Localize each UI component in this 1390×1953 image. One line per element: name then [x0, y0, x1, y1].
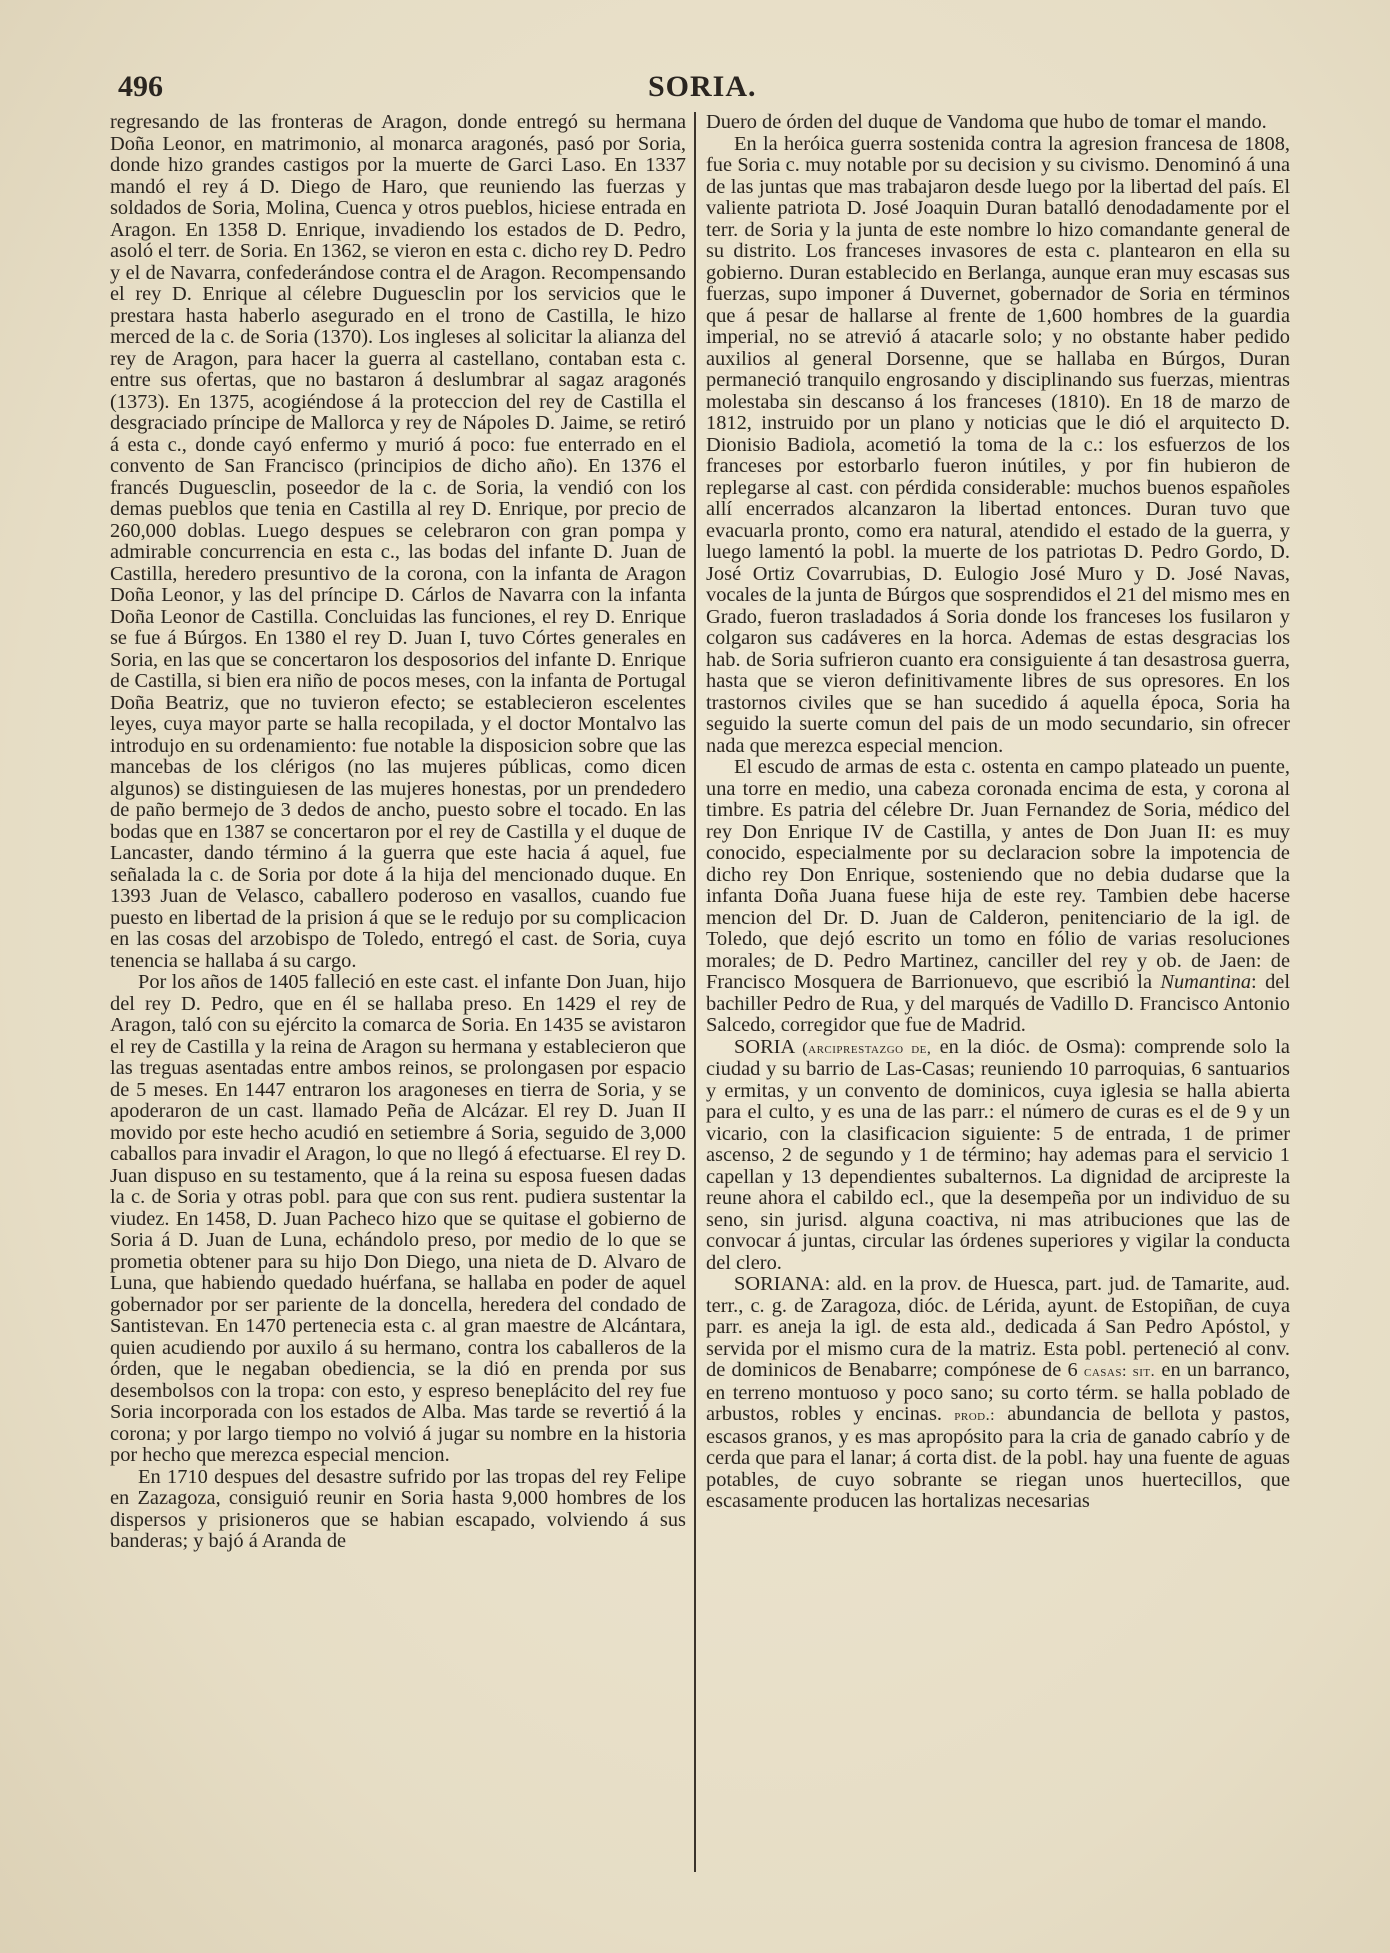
entry-label: prod.:: [954, 1407, 996, 1424]
paragraph: En la heróica guerra sostenida contra la agresion francesa de 1808, fue Soria c. muy notable por su decision y su civismo. Denominó á una de las juntas que mas trabajaron desde luego por la libertad del país. El valiente patriota D. José Joaquin Duran batalló denodadamente por el terr. de Soria y la junta de este nombre lo hizo comandante general de su distrito. Los franceses invasores de esta c. plantearon en ella su gobierno. Duran establecido en Berlanga, aunque eran muy escasas sus fuerzas, supo imponer á Duvernet, gobernador de Soria en términos que á pesar de hallarse al frente de 1,600 hombres de la guardia imperial, no se atrevió á atacarle solo; y no obstante haber pedido auxilios al general Dorsenne, que se hallaba en Búrgos, Duran permaneció tranquilo engrosando y disciplinando sus fuerzas, mientras molestaba sin descanso á los franceses (1810). En 18 de marzo de 1812, instruido por un plano y noticias que le dió el arquitecto D. Dionisio Badiola, acometió la toma de la c.: los esfuerzos de los franceses por estorbarlo fueron inútiles, y por fin hubieron de replegarse al cast. con pérdida considerable: muchos buenos españoles allí encerrados alcanzaron la libertad entonces. Duran tuvo que evacuarla pronto, como era natural, atendido el estado de la guerra, y luego lamentó la pobl. la muerte de los patriotas D. Pedro Gordo, D. José Ortiz Covarrubias, D. Eulogio José Muro y D. José Navas, vocales de la junta de Búrgos que sosprendidos el 21 del mismo mes en Grado, fueron trasladados á Soria donde los franceses los fusilaron y colgaron sus cadáveres en la horca. Ademas de estas desgracias los hab. de Soria sufrieron cuanto era consiguiente á tan desastrosa guerra, hasta que se vieron definitivamente libres de sus opresores. En los trastornos civiles que se han sucedido á aquella época, Soria ha seguido la suerte comun del pais de un modo secundario, sin ofrecer nada que merezca especial mencion.: [706, 132, 1290, 757]
right-column: [706, 112, 1290, 1513]
running-title: SORIA.: [648, 70, 757, 103]
page-number: 496: [118, 70, 163, 103]
paragraph-text: El escudo de armas de esta c. ostenta en campo plateado un puente, una torre en medio, una cabeza coronada encima de esta, y corona al timbre. Es patria del célebre Dr. Juan Fernandez de Soria, médico del rey Don Enrique IV de Castilla, y antes de Don Juan II: es muy conocido, especialmente por su declaracion sobre la impotencia de dicho rey Don Enrique, sosteniendo que no debia dudarse que la infanta Doña Juana fuese hija de este rey. Tambien debe hacerse mencion del Dr. D. Juan de Calderon, penitenciario de la igl. de Toledo, que dejó escrito un tomo en fólio de varias resoluciones morales; de D. Pedro Martinez, canciller del rey y ob. de Jaen: de Francisco Mosquera de Barrionuevo, que escribió la: [706, 756, 1290, 993]
paragraph: Por los años de 1405 falleció en este cast. el infante Don Juan, hijo del rey D. Pedro, que en él se hallaba preso. En 1429 el rey de Aragon, taló con su ejército la comarca de Soria. En 1435 se avistaron el rey de Castilla y la reina de Aragon su hermana y establecieron que las treguas asentadas entre ambos reinos, se prolongasen por espacio de 5 meses. En 1447 entraron los aragoneses en tierra de Soria, y se apoderaron de un cast. llamado Peña de Alcázar. El rey D. Juan II movido por este hecho acudió en setiembre á Soria, seguido de 3,000 caballos para invadir el Aragon, lo que no llegó á efectuarse. El rey D. Juan dispuso en su testamento, que á la reina su esposa fuesen dadas la c. de Soria y otras pobl. para que con sus rent. pudiera sustentar la viudez. En 1458, D. Juan Pacheco hizo que se quitase el gobierno de Soria á D. Juan de Luna, echándolo preso, por medio de lo que se prometia obtener para su hijo Don Diego, una nieta de D. Alvaro de Luna, que habiendo quedado huérfana, se hallaba en poder de aquel gobernador por ser pariente de la doncella, heredera del condado de Santistevan. En 1470 pertenecia esta c. al gran maestre de Alcántara, quien acudiendo por auxilo á su hermano, contra los caballeros de la órden, que le negaban obediencia, se la dió en prenda por sus desembolsos con la tropa: con esto, y espreso beneplácito del rey fue Soria incorporada con los estados de Alba. Mas tarde se revertió á la corona; y por largo tiempo no volvió á jugar su nombre en la historia por hecho que merezca especial mencion.: [110, 971, 686, 1466]
entry-headword: SORIANA: [734, 1273, 825, 1295]
entry-text: en un barranco, en terreno montuoso y poco sano; su corto térm. se halla poblado de arbustos, robles y encinas.: [706, 1359, 1290, 1425]
italic-title: Numantina: [1160, 971, 1252, 993]
paragraph: regresando de las fronteras de Aragon, donde entregó su hermana Doña Leonor, en matrimonio, al monarca aragonés, pasó por Soria, donde hizo grandes castigos por la muerte de Garci Laso. En 1337 mandó el rey á D. Diego de Haro, que reuniendo las fuerzas y soldados de Soria, Molina, Cuenca y otros pueblos, hiciese entrada en Aragon. En 1358 D. Enrique, invadiendo los estados de D. Pedro, asoló el terr. de Soria. En 1362, se vieron en esta c. dicho rey D. Pedro y el de Navarra, confederándose contra el de Aragon. Recompensando el rey D. Enrique al célebre Duguesclin por los servicios que le prestara hasta haberlo asegurado en el trono de Castilla, le hizo merced de la c. de Soria (1370). Los ingleses al solicitar la alianza del rey de Aragon, para hacer la guerra al castellano, contaban esta c. entre sus ofertas, que no bastaron á deslumbrar al sagaz aragonés (1373). En 1375, acogiéndose á la proteccion del rey de Castilla el desgraciado príncipe de Mallorca y rey de Nápoles D. Jaime, se retiró á esta c., donde cayó enfermo y murió á poco: fue enterrado en el convento de San Francisco (principios de dicho año). En 1376 el francés Duguesclin, poseedor de la c. de Soria, la vendió con los demas pueblos que tenia en Castilla al rey D. Enrique, por precio de 260,000 doblas. Luego despues se celebraron con gran pompa y admirable concurrencia en esta c., las bodas del infante D. Juan de Castilla, heredero presuntivo de la corona, con la infanta de Aragon Doña Leonor, y las del príncipe D. Cárlos de Navarra con la infanta Doña Leonor de Castilla. Concluidas las funciones, el rey D. Enrique se fue á Búrgos. En 1380 el rey D. Juan I, tuvo Córtes generales en Soria, en las que se concertaron los desposorios del infante D. Enrique de Castilla, si bien era niño de pocos meses, con la infanta de Portugal Doña Beatriz, que no tuvieron efecto; se establecieron escelentes leyes, cuya mayor parte se halla recopilada, y el doctor Montalvo las introdujo en su ordenamiento: fue notable la disposicion sobre que las mancebas de los clérigos (no las mujeres públicas, como dicen algunos) se distinguiesen de las mujeres honestas, por un prendedero de paño bermejo de 3 dedos de ancho, puesto sobre el tocado. En las bodas que en 1387 se concertaron por el rey de Castilla y el duque de Lancaster, dando término á la guerra que este hacia á aquel, fue señalada la c. de Soria por dote á la hija del mencionado duque. En 1393 Juan de Velasco, caballero poderoso en vasallos, cuando fue puesto en libertad de la prision á que se le redujo por su complicacion en las cosas del arzobispo de Toledo, entregó el cast. de Soria, cuya tenencia se hallaba á su cargo.: [110, 111, 686, 972]
entry-arciprestazgo: [706, 1037, 1290, 1275]
entry-label: sit.: [1126, 1363, 1156, 1380]
paragraph: [706, 757, 1290, 1037]
left-column: [110, 112, 686, 1553]
entry-label: casas:: [1084, 1363, 1127, 1380]
paragraph: Duero de órden del duque de Vandoma que hubo de tomar el mando.: [706, 111, 1267, 133]
entry-text: en la dióc. de Osma): comprende solo la ciudad y su barrio de Las-Casas; reuniendo 10 parroquias, 6 santuarios y ermitas, y un convento de dominicos, cuya iglesia se halla abierta para el culto, y es una de las parr.: el número de curas es el de 9 y un vicario, con la clasificacion siguiente: 5 de entrada, 1 de primer ascenso, 2 de segundo y 1 de término; hay ademas para el servicio 1 capellan y 13 dependientes subalternos. La dignidad de arcipreste la reune ahora el cabildo ecl., que la desempeña por un individuo de su seno, sin jurisd. alguna coactiva, ni mas atribuciones que las de convocar á juntas, circular las órdenes superiores y vigilar la conducta del clero.: [706, 1035, 1290, 1274]
paragraph-text: : del bachiller Pedro de Rua, y del marqués de Vadillo D. Francisco Antonio Salcedo, corregidor que fue de Madrid.: [706, 971, 1290, 1036]
page-header: [108, 70, 1290, 106]
entry-text: : ald. en la prov. de Huesca, part. jud. de Tamarite, aud. terr., c. g. de Zaragoza, dióc. de Lérida, ayunt. de Estopiñan, de cuya parr. es aneja la igl. de esta ald., dedicada á San Pedro Apóstol, y servida por el mismo cura de la matriz. Esta pobl. perteneció al conv. de dominicos de Benabarre; compónese de 6: [706, 1273, 1290, 1381]
entry-text: abundancia de bellota y pastos, escasos granos, y es mas apropósito para la cria de ganado cabrío y de cerda que para el lanar; á corta dist. de la pobl. hay una fuente de aguas potables, de cuyo sobrante se riegan unos huertecillos, que escasamente producen las hortalizas necesarias: [706, 1403, 1290, 1512]
entry-subhead: (arciprestazgo de,: [802, 1039, 932, 1057]
column-divider: [694, 112, 696, 1872]
entry-soriana: [706, 1274, 1290, 1513]
entry-headword: SORIA: [734, 1035, 795, 1058]
paragraph: En 1710 despues del desastre sufrido por las tropas del rey Felipe en Zazagoza, consiguió reunir en Soria hasta 9,000 hombres de los dispersos y prisioneros que se habian escapado, volviendo á sus banderas; y bajó á Aranda de: [110, 1465, 686, 1552]
